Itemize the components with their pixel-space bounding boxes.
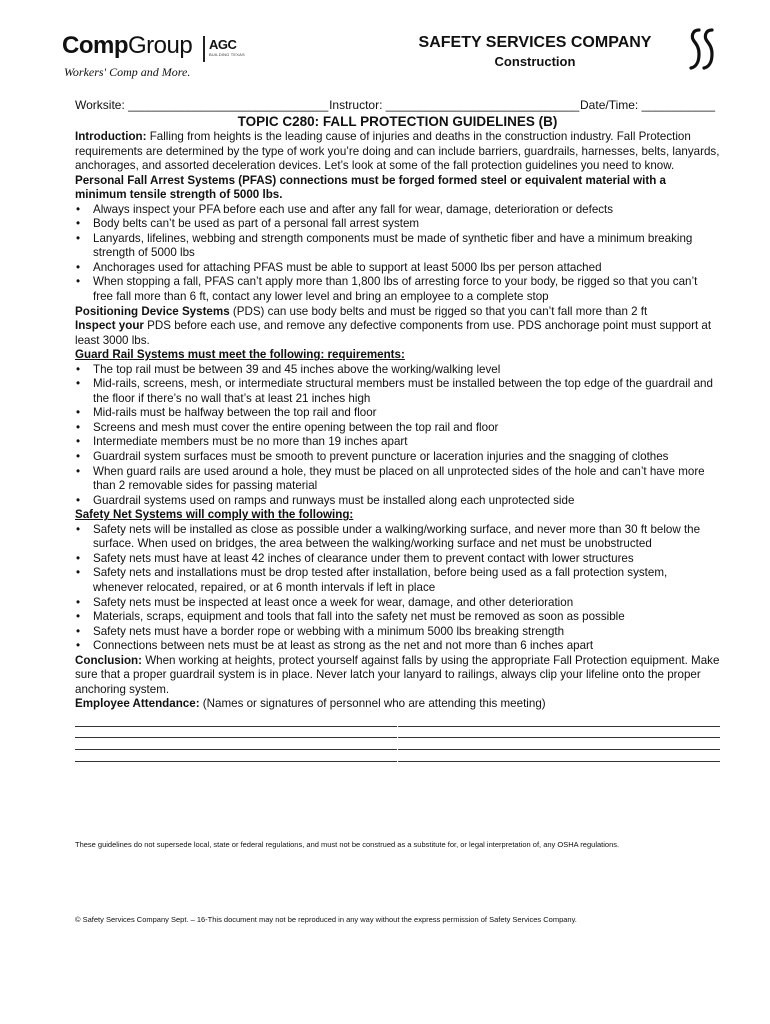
signature-line[interactable]	[75, 761, 397, 762]
list-item: • Lanyards, lifelines, webbing and strength components must be made of synthetic fiber and have a minimum breaking strength of 5000 lbs	[75, 232, 720, 261]
introduction: Introduction: Falling from heights is the leading cause of injuries and deaths in the construction industry. Fall Protection requirements are determined by the type of work you’re doing and can include barriers, guardrails, harnesses, belts, lanyards, anchorages, and assorted deceleration devices. Let’s look at some of the fall protection guidelines you need to know.	[75, 130, 720, 173]
regulation-disclaimer: These guidelines do not supersede local, state or federal regulations, and must not be construed as a substitute for, or legal interpretation of, any OSHA regulations.	[75, 840, 620, 849]
list-item: • Safety nets will be installed as close as possible under a walking/working surface, and never more than 30 ft below the surface. When used on bridges, the area between the walking/working surface and net must be unobstructed	[75, 523, 720, 552]
list-item: • Safety nets must be inspected at least once a week for wear, damage, and other deterioration	[75, 596, 720, 611]
topic-title: TOPIC C280: FALL PROTECTION GUIDELINES (B)	[237, 114, 558, 129]
signature-row	[75, 727, 720, 739]
employee-attendance: Employee Attendance: (Names or signatures of personnel who are attending this meeting)	[75, 697, 546, 711]
signature-row	[75, 738, 720, 750]
signature-row	[75, 750, 720, 762]
list-item: • Guardrail systems used on ramps and runways must be installed along each unprotected side	[75, 494, 720, 509]
list-item: • Screens and mesh must cover the entire opening between the top rail and floor	[75, 421, 720, 436]
instructor-field[interactable]: Instructor: _____________________________	[329, 98, 580, 112]
logo-divider	[203, 36, 205, 62]
safety-net-heading: Safety Net Systems will comply with the following:	[75, 508, 354, 522]
list-item: • Safety nets must have a border rope or webbing with a minimum 5000 lbs breaking strength	[75, 625, 720, 640]
list-item: • Guardrail system surfaces must be smooth to prevent puncture or laceration injuries and the snagging of clothes	[75, 450, 720, 465]
list-item: • Safety nets must have at least 42 inches of clearance under them to prevent contact with lower structures	[75, 552, 720, 567]
positioning-device-paragraph: Positioning Device Systems (PDS) can use body belts and must be rigged so that you can’t fall more than 2 ft Inspect your PDS before each use, and remove any defective components from use. PDS anchorage point must support at least 3000 lbs.	[75, 304, 712, 347]
list-item: • Materials, scraps, equipment and tools that fall into the safety net must be removed as soon as possible	[75, 610, 720, 625]
list-item: • The top rail must be between 39 and 45 inches above the working/walking level	[75, 363, 720, 378]
safety-net-list	[75, 523, 720, 654]
company-name: SAFETY SERVICES COMPANY	[418, 34, 652, 51]
signature-line[interactable]	[75, 737, 397, 738]
logo-wordmark: CompGroup	[62, 32, 193, 59]
company-header	[390, 33, 680, 70]
list-item: • Anchorages used for attaching PFAS must be able to support at least 5000 lbs per person attached	[75, 261, 720, 276]
company-division: Construction	[494, 54, 576, 69]
signature-line[interactable]	[398, 761, 720, 762]
signature-row	[75, 715, 720, 727]
conclusion: Conclusion: When working at heights, protect yourself against falls by using the appropriate Fall Protection equipment. Make sure that a proper guardrail system is in place. Never latch your lanyard to railings, always clip your lifeline onto the proper anchoring system.	[75, 653, 720, 696]
ss-monogram-logo	[688, 27, 716, 71]
guardrail-list	[75, 363, 720, 508]
list-item: • When stopping a fall, PFAS can’t apply more than 1,800 lbs of arresting force to your body, be rigged so that you can’t free fall more than 6 ft, contact any lower level and bring an employee to a complete stop	[75, 275, 720, 304]
signature-line[interactable]	[398, 749, 720, 750]
compgroup-logo	[62, 32, 262, 82]
signature-line[interactable]	[75, 726, 397, 727]
meeting-info-line	[75, 98, 715, 112]
datetime-field[interactable]: Date/Time: ___________	[580, 98, 715, 112]
worksite-field[interactable]: Worksite: ______________________________	[75, 98, 329, 112]
logo-tagline: Workers' Comp and More.	[64, 65, 191, 79]
list-item: • Intermediate members must be no more than 19 inches apart	[75, 435, 720, 450]
list-item: • Safety nets and installations must be drop tested after installation, before being used as a fall protection system, whenever relocated, repaired, or at 6 month intervals if left in place	[75, 566, 720, 595]
signature-line[interactable]	[398, 726, 720, 727]
list-item: • Mid-rails must be halfway between the top rail and floor	[75, 406, 720, 421]
list-item: • When guard rails are used around a hole, they must be placed on all unprotected sides of the hole and can’t have more than 2 removable sides for passing material	[75, 465, 720, 494]
list-item: • Body belts can’t be used as part of a personal fall arrest system	[75, 217, 720, 232]
signature-line[interactable]	[398, 737, 720, 738]
agc-logo: AGC	[209, 37, 237, 52]
list-item: • Connections between nets must be at least as strong as the net and not more than 6 inches apart	[75, 639, 720, 654]
guardrail-heading: Guard Rail Systems must meet the following: requirements:	[75, 348, 405, 362]
list-item: • Always inspect your PFA before each use and after any fall for wear, damage, deterioration or defects	[75, 203, 720, 218]
agc-logo-subtitle: BUILDING TEXAS	[209, 52, 245, 57]
list-item: • Mid-rails, screens, mesh, or intermediate structural members must be installed between the top edge of the guardrail and the floor if there’s no wall that’s at least 21 inches high	[75, 377, 720, 406]
document-body	[75, 113, 720, 762]
signature-lines	[75, 715, 720, 762]
pfas-list	[75, 203, 720, 305]
signature-line[interactable]	[75, 749, 397, 750]
copyright-footer: © Safety Services Company Sept. – 16-This document may not be reproduced in any way without the express permission of Safety Services Company.	[75, 915, 577, 924]
pfas-heading: Personal Fall Arrest Systems (PFAS) connections must be forged formed steel or equivalent material with a minimum tensile strength of 5000 lbs.	[75, 173, 667, 202]
